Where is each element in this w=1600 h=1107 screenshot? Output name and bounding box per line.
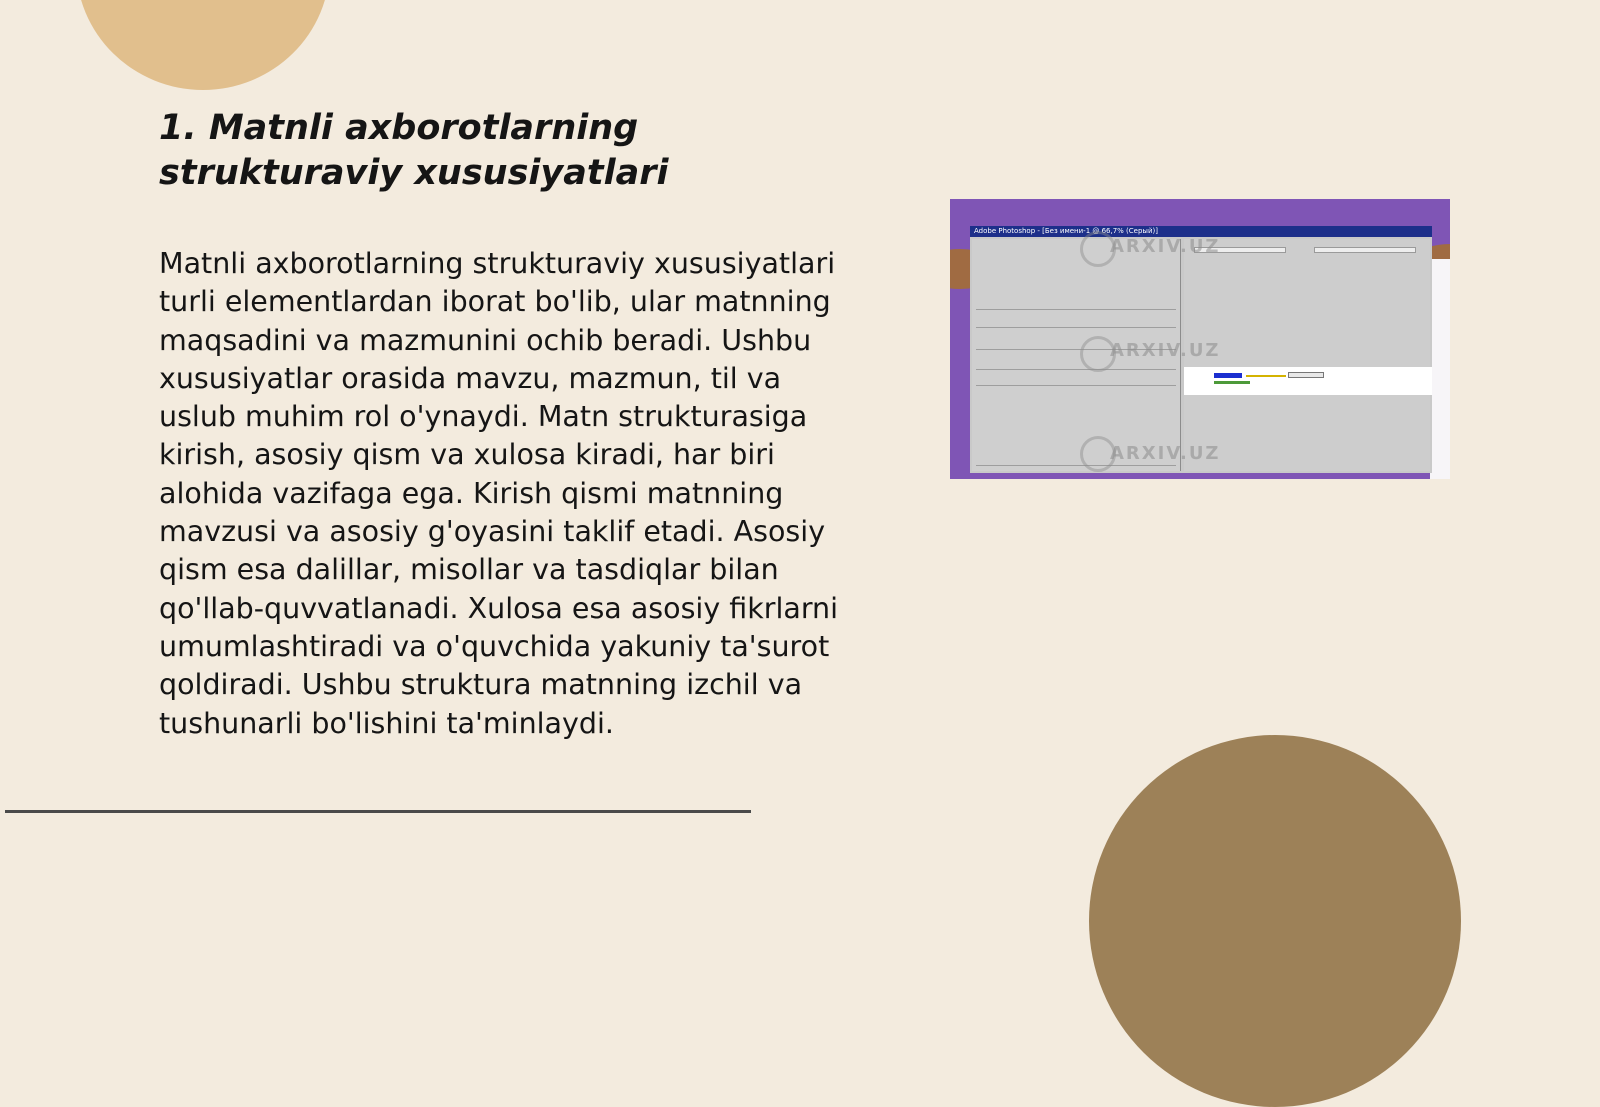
highlight-mark xyxy=(1288,372,1324,378)
panel-line xyxy=(976,327,1176,328)
photoshop-side-panel xyxy=(1184,239,1430,471)
watermark-text: ARXIV.UZ xyxy=(1110,236,1221,257)
panel-line xyxy=(976,465,1176,466)
panel-line xyxy=(976,369,1176,370)
highlight-mark xyxy=(1246,375,1286,377)
photoshop-title-bar: Adobe Photoshop - [Без имени-1 @ 66,7% (Серый)] xyxy=(970,226,1432,237)
photoshop-window xyxy=(970,226,1432,473)
panel-line xyxy=(976,309,1176,310)
photoshop-screenshot-image xyxy=(950,199,1450,479)
divider-line xyxy=(5,810,751,813)
image-decoration xyxy=(1430,259,1450,479)
decorative-circle-top xyxy=(76,0,330,90)
watermark-text: ARXIV.UZ xyxy=(1110,443,1221,464)
panel-line xyxy=(976,385,1176,386)
photoshop-dialog-strip xyxy=(1184,367,1432,395)
slide-title: 1. Matnli axborotlarning strukturaviy xususiyatlari xyxy=(159,108,669,193)
decorative-circle-bottom xyxy=(1089,735,1461,1107)
slide-body-text: Matnli axborotlarning strukturaviy xususiyatlari turli elementlardan iborat bo'lib, ular matnning maqsadini va mazmunini ochib beradi. Ushbu xususiyatlar orasida mavzu, mazmun, til va uslub muhim rol o'ynaydi. Matn strukturasiga kirish, asosiy qism va xulosa kiradi, har biri alohida vazifaga ega. Kirish qismi matnning mavzusi va asosiy g'oyasini taklif etadi. Asosiy qism esa dalillar, misollar va tasdiqlar bilan qo'llab-quvvatlanadi. Xulosa esa asosiy fikrlarni umumlashtiradi va o'quvchida yakuniy ta'surot qoldiradi. Ushbu struktura matnning izchil va tushunarli bo'lishini ta'minlaydi. xyxy=(159,247,839,740)
highlight-mark xyxy=(1214,381,1250,384)
watermark-text: ARXIV.UZ xyxy=(1110,340,1221,361)
highlight-mark xyxy=(1214,373,1242,378)
panel-field xyxy=(1314,247,1416,253)
